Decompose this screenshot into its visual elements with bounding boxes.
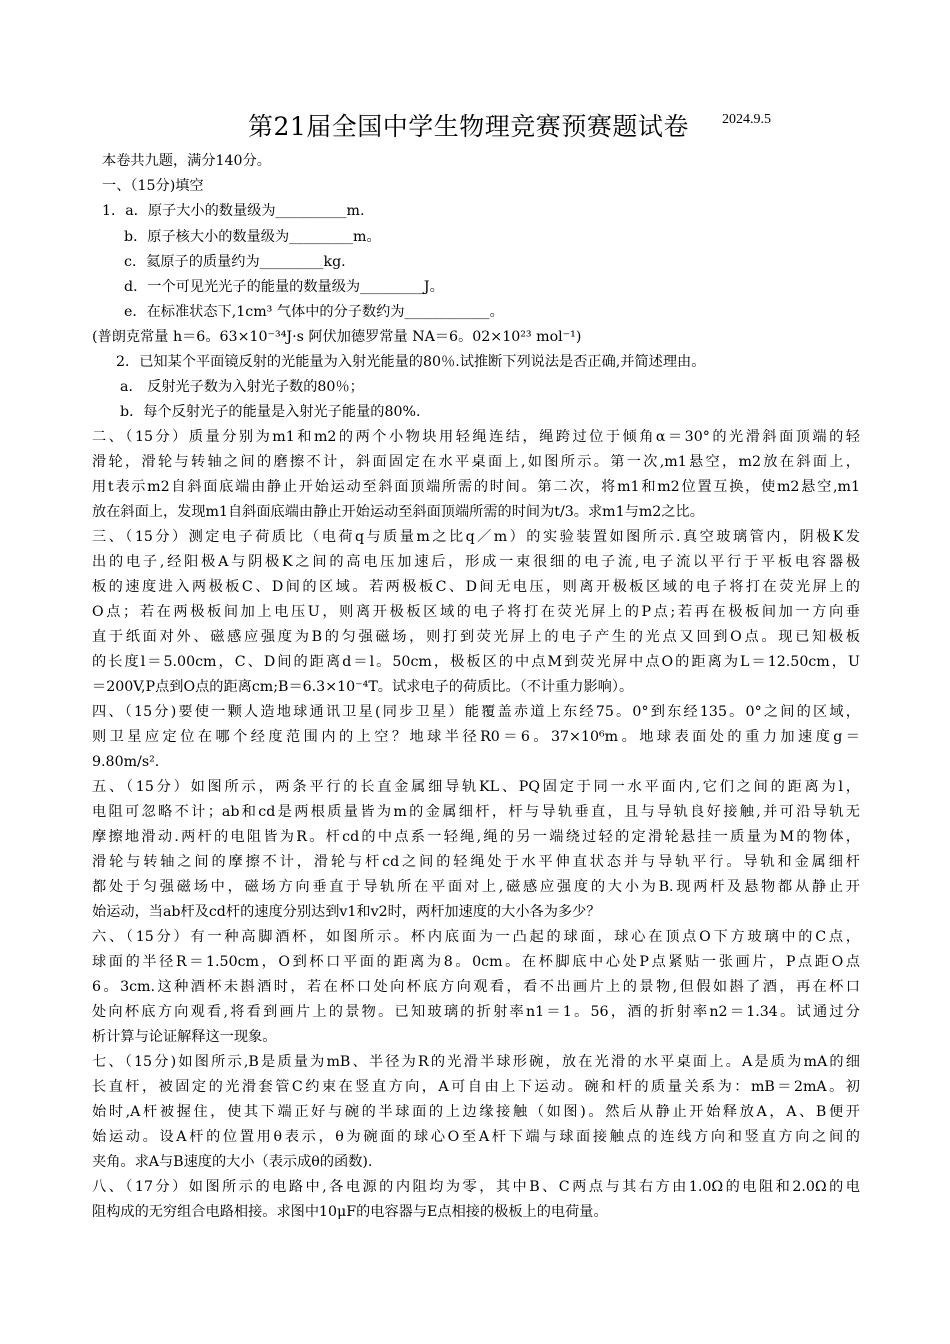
- section-heading-1: 一、（15分)填空: [102, 178, 204, 194]
- problem-7-line: 始运动。设A杆的位置用θ表示，θ为碗面的球心O至A杆下端与球面接触点的连线方向和竖直方向之间的: [92, 1129, 860, 1145]
- problem-5-line: 都处于匀强磁场中，磁场方向垂直于导轨所在平面对上,磁感应强度的大小为B.现两杆及悬物都从静止开: [92, 879, 860, 895]
- problem-6-line: 球面的半径R＝1.50cm，O到杯口平面的距离为8。0cm。在杯脚底中心处P点紧贴一张画片，P点距O点: [92, 954, 860, 970]
- problem-3-line: 的长度l＝5.00cm，C、D间的距离d＝l。50cm，极板区的中点M到荧光屏中点O的距离为L＝12.50cm，U: [92, 654, 860, 670]
- page-title: 第21届全国中学生物理竞赛预赛题试卷: [248, 112, 689, 141]
- problem-2-line: 滑轮，滑轮与转轴之间的磨擦不计，斜面固定在水平桌面上,如图所示。第一次,m1悬空，m2放在斜面上，: [92, 454, 860, 470]
- problem-3-line: O点；若在两极板间加上电压U，则离开极板区域的电子将打在荧光屏上的P点;若再在极板间加一方向垂: [92, 604, 860, 620]
- question-2: 2．已知某个平面镜反射的光能量为入射光能量的80％.试推断下列说法是否正确,并简述理由。: [116, 354, 706, 370]
- problem-8-line: 阻构成的无穷组合电路相接。求图中10μF的电容器与E点相接的极板上的电荷量。: [92, 1204, 608, 1220]
- problem-6-line: 处向杯底方向观看,将看到画片上的景物。已知玻璃的折射率n1＝1。56，酒的折射率n2＝1.34。试通过分: [92, 1004, 860, 1020]
- question-2b: b．每个反射光子的能量是入射光子能量的80%.: [120, 404, 421, 420]
- problem-5-line: 摩擦地滑动.两杆的电阻皆为R。杆cd的中点系一轻绳,绳的另一端绕过轻的定滑轮悬挂一质量为M的物体，: [92, 829, 860, 845]
- problem-5-line: 始运动，当ab杆及cd杆的速度分别达到v1和v2时，两杆加速度的大小各为多少？: [92, 904, 601, 920]
- problem-2-line: 放在斜面上，发现m1自斜面底端由静止开始运动至斜面顶端所需的时间为t/3。求m1与m2之比。: [92, 504, 704, 520]
- question-1d: d．一个可见光光子的能量的数量级为_________J。: [124, 279, 444, 295]
- problem-4-line: 9.80m/s².: [92, 754, 160, 770]
- problem-2-line: 二、（15分）质量分别为m1和m2的两个小物块用轻绳连结，绳跨过位于倾角α＝30°的光滑斜面顶端的轻: [92, 429, 860, 445]
- problem-5-line: 滑轮与转轴之间的摩擦不计，滑轮与杆cd之间的轻绳处于水平伸直状态并与导轨平行。导轨和金属细杆: [92, 854, 860, 870]
- problem-6-line: 析计算与论证解释这一现象。: [92, 1029, 277, 1045]
- problem-7-line: 长直杆，被固定的光滑套管C约束在竖直方向，A可自由上下运动。碗和杆的质量关系为：mB＝2mA。初: [92, 1079, 860, 1095]
- problem-7-line: 夹角。求A与B速度的大小（表示成θ的函数).: [92, 1154, 373, 1170]
- question-1a: 1．a．原子大小的数量级为__________m.: [102, 203, 365, 219]
- problem-3-line: 直于纸面对外、磁感应强度为B的匀强磁场，则打到荧光屏上的电子产生的光点又回到O点。现已知极板: [92, 629, 860, 645]
- constants-note: (普朗克常量 h＝6。63×10⁻³⁴J·s 阿伏加德罗常量 NA＝6。02×10²³ mol⁻¹): [92, 329, 582, 345]
- question-2a: a． 反射光子数为入射光子数的80％；: [120, 379, 364, 395]
- problem-7-line: 始时,A杆被握住，使其下端正好与碗的半球面的上边缘接触（如图)。然后从静止开始释放A，A、B便开: [92, 1104, 860, 1120]
- problem-3-line: 出的电子,经阳极A与阴极K之间的高电压加速后，形成一束很细的电子流,电子流以平行于平板电容器极: [92, 554, 860, 570]
- problem-3-line: 三、（15分）测定电子荷质比（电荷q与质量m之比q／m）的实验装置如图所示.真空玻璃管内，阴极K发: [92, 529, 860, 545]
- problem-5-line: 电阻可忽略不计；ab和cd是两根质量皆为m的金属细杆，杆与导轨垂直，且与导轨良好接触,并可沿导轨无: [92, 804, 860, 820]
- problem-3-line: 板的速度进入两极板C、D间的区域。若两极板C、D间无电压，则离开极板区域的电子将打在荧光屏上的: [92, 579, 860, 595]
- problem-4-line: 四、（15分)要使一颗人造地球通讯卫星(同步卫星）能覆盖赤道上东经75。0°到东经135。0°之间的区域，: [92, 704, 860, 720]
- problem-6-line: 6。3cm.这种酒杯未斟酒时，若在杯口处向杯底方向观看，看不出画片上的景物,但假如斟了酒，再在杯口: [92, 979, 860, 995]
- problem-6-line: 六、（15分）有一种高脚酒杯，如图所示。杯内底面为一凸起的球面，球心在顶点O下方玻璃中的C点，: [92, 929, 860, 945]
- problem-7-line: 七、（15分)如图所示,B是质量为mB、半径为R的光滑半球形碗，放在光滑的水平桌面上。A是质为mA的细: [92, 1054, 860, 1070]
- problem-2-line: 用t表示m2自斜面底端由静止开始运动至斜面顶端所需的时间。第二次，将m1和m2位置互换，使m2悬空,m1: [92, 479, 860, 495]
- problem-5-line: 五、（15分）如图所示，两条平行的长直金属细导轨KL、PQ固定于同一水平面内,它们之间的距离为l，: [92, 779, 860, 795]
- problem-8-line: 八、（17分）如图所示的电路中,各电源的内阻均为零，其中B、C两点与其右方由1.0Ω的电阻和2.0Ω的电: [92, 1179, 860, 1195]
- question-1b: b．原子核大小的数量级为_________m。: [124, 229, 381, 245]
- problem-3-line: ＝200V,P点到O点的距离cm;B＝6.3×10⁻⁴T。试求电子的荷质比。（不计重力影响）。: [92, 679, 634, 695]
- question-1c: c．氦原子的质量约为_________kg.: [124, 254, 346, 270]
- exam-date: 2024.9.5: [722, 112, 771, 127]
- question-1e: e．在标准状态下,1cm³ 气体中的分子数约为____________。: [124, 304, 504, 320]
- intro-line: 本卷共九题，满分140分。: [102, 153, 271, 169]
- problem-4-line: 则卫星应定位在哪个经度范围内的上空？地球半径R0＝6。37×10⁶m。地球表面处的重力加速度g＝: [92, 729, 860, 745]
